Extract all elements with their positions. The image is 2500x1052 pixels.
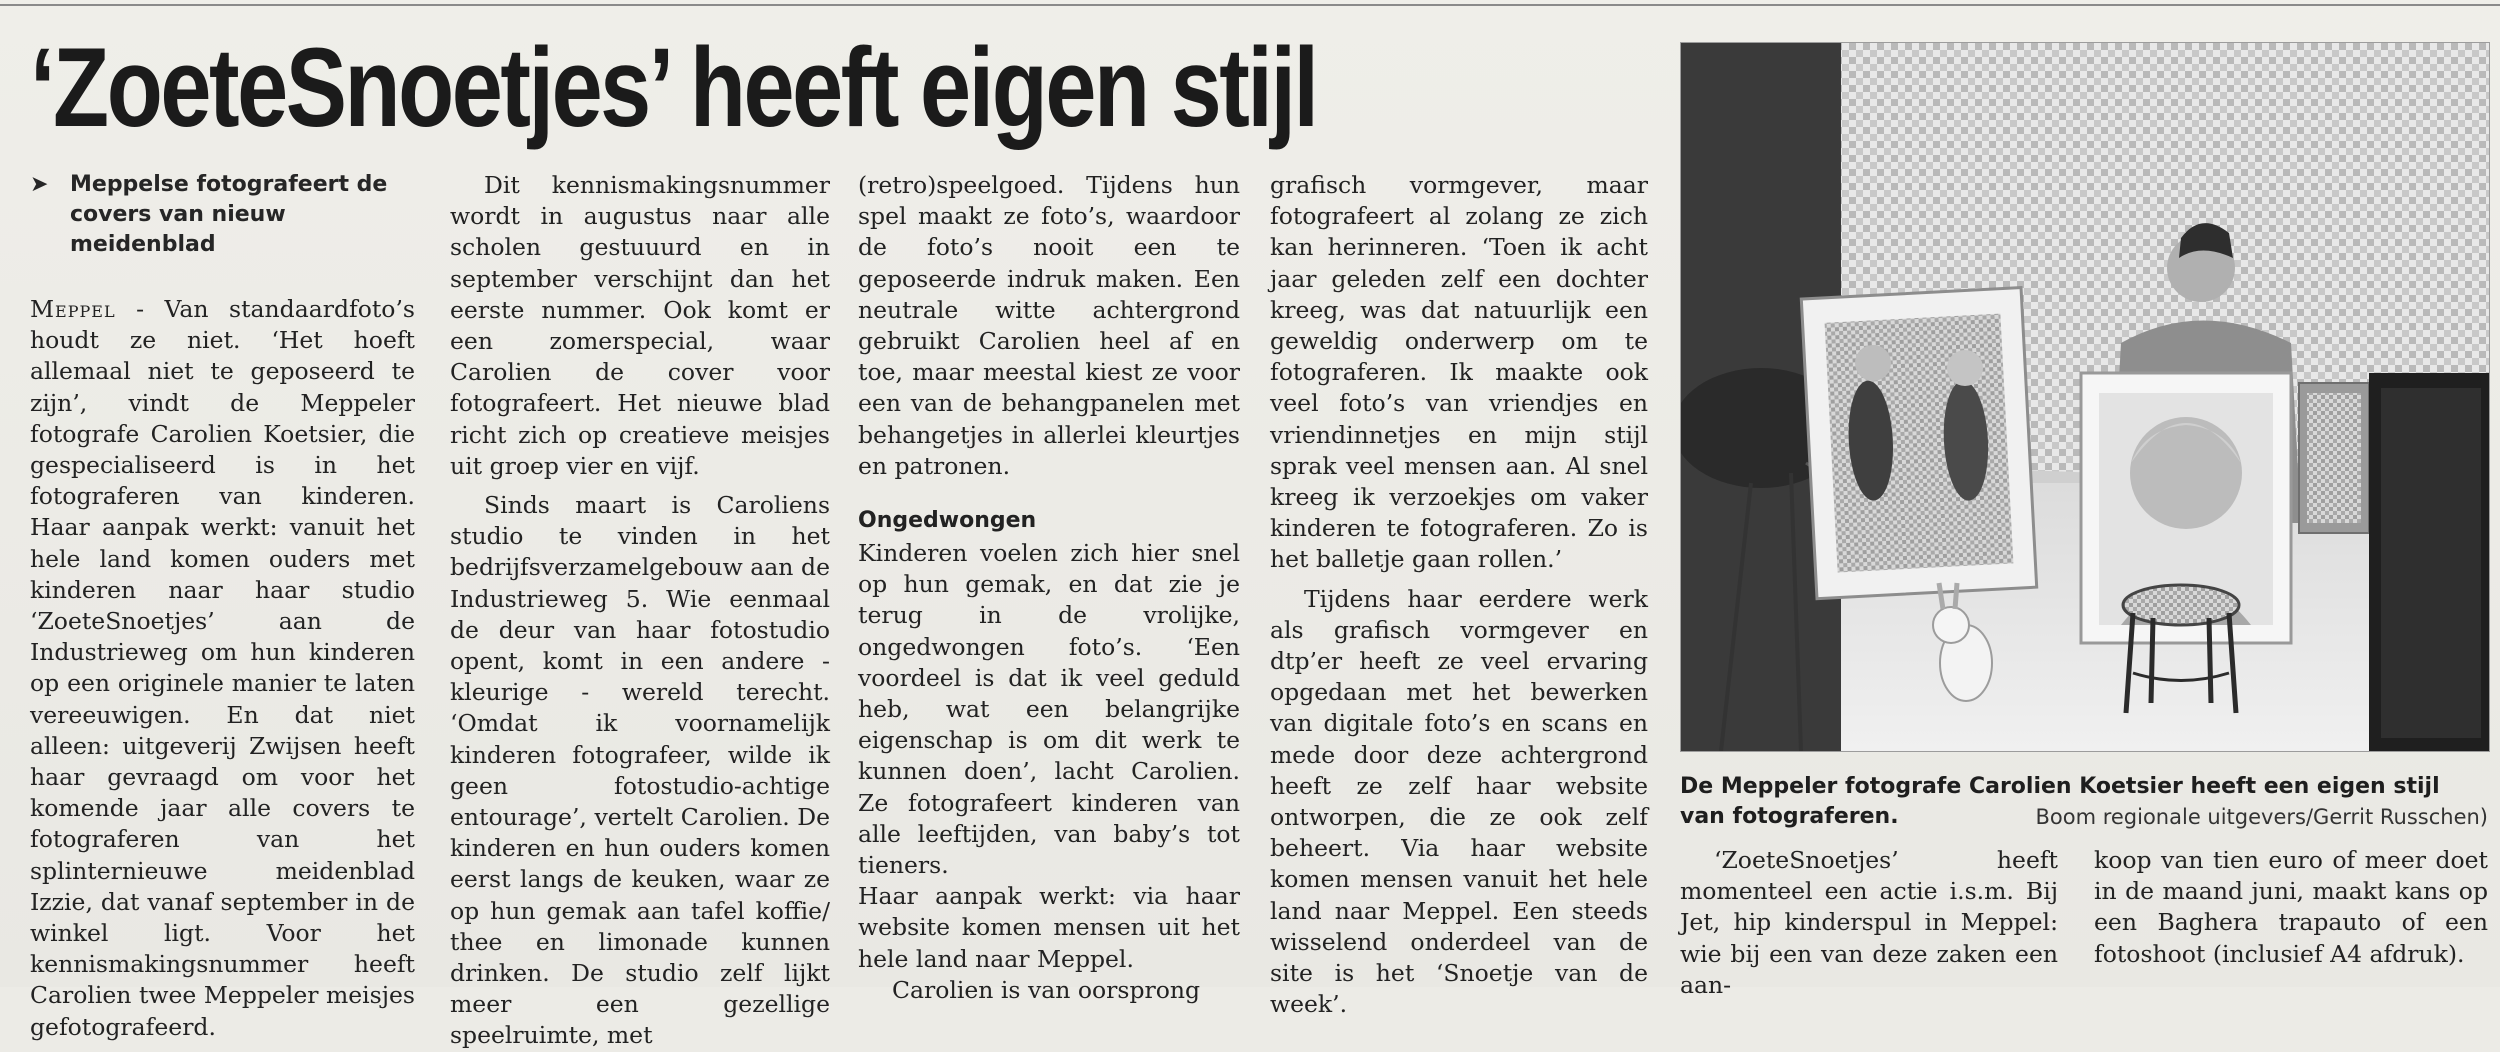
article-column-6 (2094, 845, 2488, 970)
top-rule (0, 4, 2500, 6)
photo-illustration (1681, 43, 2489, 751)
paragraph-7: Carolien is van oorsprong (892, 975, 1201, 1004)
article-column-3 (858, 170, 1240, 1006)
photo-caption: De Meppeler fotografe Carolien Koetsier heeft een eigen stijl van fotograferen. (1680, 774, 2440, 829)
paragraph-2: Dit kennismakingsnummer wordt in augustus naar alle scholen gestuuurd en in september verschijnt dan het eerste nummer. Ook komt er een zomerspecial, waar Carolien de cover voor fotografeert. Het nieuwe blad richt zich op creatieve meisjes uit groep vier en vijf. (450, 171, 830, 480)
article-column-1 (30, 170, 415, 1043)
paragraph-10: ‘ZoeteSnoetjes’ heeft momenteel een actie i.s.m. Bij Jet, hip kinderspul in Meppel: wie bij een van deze zaken een aan- (1680, 846, 2058, 999)
paragraph-1-text: - Van standaardfoto’s houdt ze niet. ‘Het hoeft allemaal niet te geposeerd te zijn’, vindt de Meppeler fotografe Carolien Koetsier, die gespecialiseerd is in het fotograferen van kinderen. Haar aanpak werkt: vanuit het hele land komen ouders met kinderen naar haar studio ‘ZoeteSnoetjes’ aan de Industrieweg om hun kinderen op een originele manier te laten vereeuwigen. En dat niet alleen: uitgeverij Zwijsen heeft haar gevraagd om voor het komende jaar alle covers te fotograferen van het splinternieuwe meidenblad Izzie, dat vanaf september in de winkel ligt. Voor het kennismakingsnummer heeft Carolien twee Meppeler meisjes gefotografeerd. (30, 295, 415, 1041)
paragraph-6: Haar aanpak werkt: via haar website komen mensen uit het hele land naar Meppel. (858, 882, 1240, 973)
article-column-2 (450, 170, 830, 1052)
article-photo (1680, 42, 2490, 752)
article-column-5 (1680, 845, 2058, 1001)
headline: ‘ZoeteSnoetjes’ heeft eigen stijl (30, 25, 1317, 150)
paragraph-9: Tijdens haar eerdere werk als grafisch vormgever en dtp’er heeft ze veel ervaring opgedaan met het bewerken van digitale foto’s en scans en mede door deze achtergrond heeft ze zelf haar website ontworpen, die ze ook zelf beheert. Via haar website komen mensen vanuit het hele land naar Meppel. Een steeds wisselend onderdeel van de site is het ‘Snoetje van de week’. (1270, 584, 1648, 1019)
stool (2123, 585, 2239, 625)
kicker-text: Meppelse fotografeert de covers van nieuw meidenblad (70, 172, 388, 257)
paragraph-5: Kinderen voelen zich hier snel op hun gemak, en dat zie je terug in de vrolijke, ongedwongen foto’s. ‘Een voordeel is dat ik veel geduld heb, wat een belangrijke eigenschap is om dit werk te kunnen doen’, lacht Carolien. Ze fotografeert kinderen van alle leeftijden, van baby’s tot tieners. (858, 539, 1240, 880)
subheading: Ongedwongen (858, 508, 1037, 534)
paragraph-11: koop van tien euro of meer doet in de maand juni, maakt kans op een Baghera trapauto of een fotoshoot (inclusief A4 afdruk). (2094, 846, 2488, 968)
arrow-icon: ➤ (30, 172, 49, 197)
paragraph-1 (30, 294, 415, 1043)
kicker (30, 170, 415, 260)
paragraph-4: (retro)speelgoed. Tijdens hun spel maakt ze foto’s, waardoor de foto’s nooit een te geposeerde indruk maken. Een neutrale witte achtergrond gebruikt Carolien heel af en toe, maar meestal kiest ze voor een van de behangpanelen met behangetjes in allerlei kleurtjes en patronen. (858, 171, 1240, 480)
paragraph-8: grafisch vormgever, maar fotografeert al zolang ze zich kan herinneren. ‘Toen ik acht jaar geleden zelf een dochter kreeg, was dat natuurlijk een geweldig onderwerp om te fotograferen. Ik maakte ook veel foto’s van vriendjes en vriendinnetjes en mijn stijl sprak veel mensen aan. Al snel kreeg ik verzoekjes om vaker kinderen te fotograferen. Zo is het balletje gaan rollen.’ (1270, 171, 1648, 574)
dateline: Meppel (30, 295, 116, 323)
paragraph-3: Sinds maart is Caroliens studio te vinden in het bedrijfsverzamelgebouw aan de Industrieweg 5. Wie eenmaal de deur van haar fotostudio opent, komt in een andere - kleurige - wereld terecht. ‘Omdat ik voornamelijk kinderen fotografeer, wilde ik geen fotostudio-achtige entourage’, vertelt Carolien. De kinderen en hun ouders komen eerst langs de keuken, waar ze op hun gemak aan tafel koffie/ thee en limonade kunnen drinken. De studio zelf lijkt meer een gezellige speelruimte, met (450, 491, 830, 1050)
article-column-4 (1270, 170, 1648, 1020)
photo-credit: Boom regionale uitgevers/Gerrit Russchen) (2035, 805, 2488, 829)
